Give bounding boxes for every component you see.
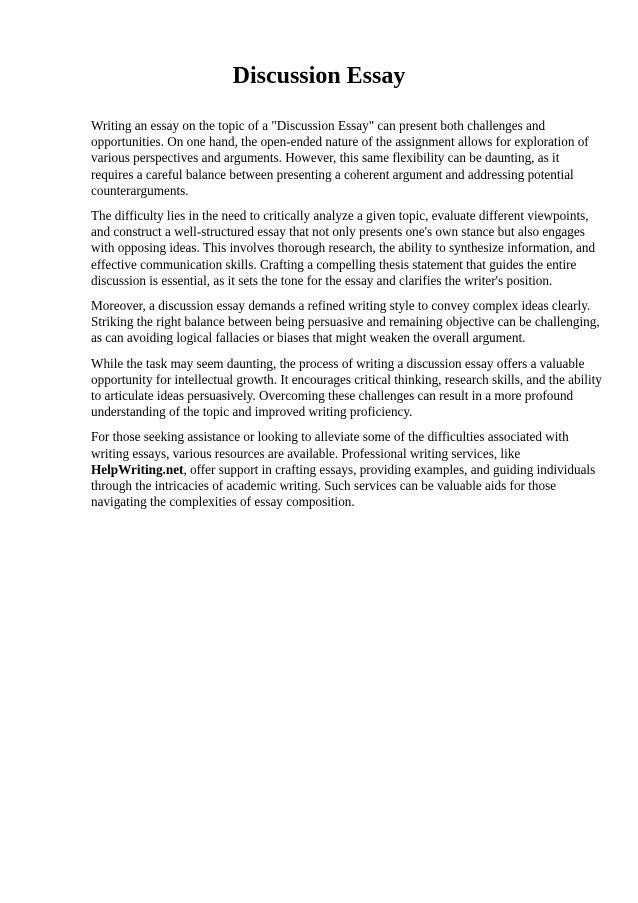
brand-name: HelpWriting.net — [91, 461, 184, 477]
paragraph-style: Moreover, a discussion essay demands a refined writing style to convey complex ideas clearly. Striking the right balance between being persuasive and remaining objective can be challenging, as can avoiding logical fallacies or biases that might weaken the overall argument. — [91, 298, 600, 346]
paragraph-difficulty: The difficulty lies in the need to critically analyze a given topic, evaluate different viewpoints, and construct a well-structured essay that not only presents one's own stance but also engages with opposing ideas. This involves thorough research, the ability to synthesize information, and effective communication skills. Crafting a compelling thesis statement that guides the entire discussion is essential, as it sets the tone for the essay and clarifies the writer's position. — [91, 208, 596, 288]
document-title: Discussion Essay — [232, 63, 406, 89]
paragraph-assistance — [91, 429, 603, 510]
paragraph-growth: While the task may seem daunting, the process of writing a discussion essay offers a valuable opportunity for intellectual growth. It encourages critical thinking, research skills, and the ability to articulate ideas persuasively. Overcoming these challenges can result in a more profound understanding of the topic and improved writing proficiency. — [91, 355, 602, 420]
paragraph-intro: Writing an essay on the topic of a "Discussion Essay" can present both challenges and opportunities. On one hand, the open-ended nature of the assignment allows for exploration of various perspectives and arguments. However, this same flexibility can be daunting, as it requires a careful balance between presenting a coherent argument and addressing potential counterarguments. — [91, 118, 589, 198]
document-body — [91, 118, 603, 519]
assistance-text-after: , offer support in crafting essays, providing examples, and guiding individuals through the intricacies of academic writing. Such services can be valuable aids for those navigating the complexities of essay composition. — [91, 461, 596, 510]
assistance-text-before: For those seeking assistance or looking to alleviate some of the difficulties associated with writing essays, various resources are available. Professional writing services, like — [91, 429, 569, 461]
